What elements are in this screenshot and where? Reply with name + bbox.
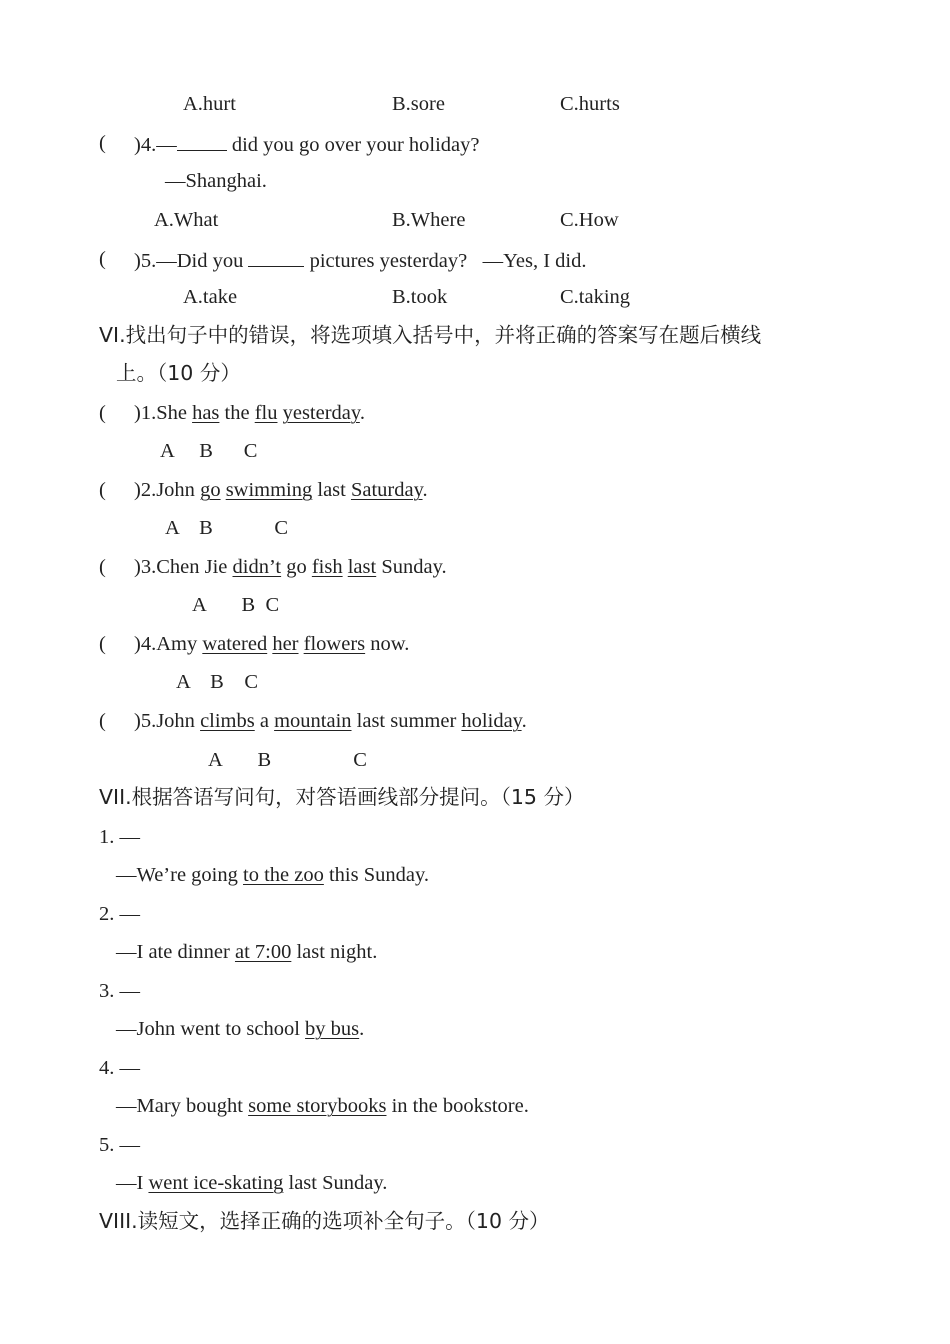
error-sentence-5: )5.John climbs a mountain last summer holiday. bbox=[134, 710, 527, 732]
question-line: 2. — bbox=[99, 903, 140, 925]
question-5: )5.—Did you pictures yesterday? —Yes, I did. bbox=[134, 250, 587, 272]
answer-line: —We’re going to the zoo this Sunday. bbox=[116, 864, 430, 886]
option-b: B.took bbox=[392, 286, 448, 308]
section-heading-cont: 上。（10 分） bbox=[116, 361, 241, 385]
section-heading: VIII.读短文，选择正确的选项补全句子。（10 分） bbox=[99, 1209, 550, 1233]
question-line: 1. — bbox=[99, 826, 140, 848]
option-b: B.Where bbox=[392, 209, 466, 231]
answer-blank bbox=[177, 133, 227, 151]
option-b: B.sore bbox=[392, 93, 445, 115]
question-paren: ( bbox=[99, 556, 106, 578]
section-heading: VII.根据答语写问句，对答语画线部分提问。（15 分） bbox=[99, 785, 585, 809]
error-sentence-2: )2.John go swimming last Saturday. bbox=[134, 479, 428, 501]
choice-labels: A B C bbox=[176, 671, 259, 693]
answer-line: —John went to school by bus. bbox=[116, 1018, 365, 1040]
choice-labels: A B C bbox=[208, 749, 367, 771]
choice-labels: A B C bbox=[165, 517, 289, 539]
question-paren: ( bbox=[99, 710, 106, 732]
question-4: )4.— did you go over your holiday? bbox=[134, 134, 480, 156]
option-a: A.hurt bbox=[183, 93, 236, 115]
section-heading: VI.找出句子中的错误，将选项填入括号中，并将正确的答案写在题后横线 bbox=[99, 323, 762, 347]
option-c: C.How bbox=[560, 209, 619, 231]
question-line: 3. — bbox=[99, 980, 140, 1002]
error-sentence-1: )1.She has the flu yesterday. bbox=[134, 402, 365, 424]
question-paren: ( bbox=[99, 248, 106, 270]
answer-line: —Mary bought some storybooks in the bookstore. bbox=[116, 1095, 529, 1117]
question-4-answer: —Shanghai. bbox=[165, 170, 267, 192]
error-sentence-3: )3.Chen Jie didn’t go fish last Sunday. bbox=[134, 556, 447, 578]
option-c: C.taking bbox=[560, 286, 631, 308]
question-paren: ( bbox=[99, 402, 106, 424]
question-paren: ( bbox=[99, 633, 106, 655]
question-paren: ( bbox=[99, 132, 106, 154]
choice-labels: A B C bbox=[192, 594, 280, 616]
error-sentence-4: )4.Amy watered her flowers now. bbox=[134, 633, 410, 655]
question-line: 5. — bbox=[99, 1134, 140, 1156]
choice-labels: A B C bbox=[160, 440, 258, 462]
question-line: 4. — bbox=[99, 1057, 140, 1079]
option-a: A.take bbox=[183, 286, 238, 308]
answer-line: —I ate dinner at 7:00 last night. bbox=[116, 941, 378, 963]
question-paren: ( bbox=[99, 479, 106, 501]
option-a: A.What bbox=[154, 209, 219, 231]
answer-line: —I went ice-skating last Sunday. bbox=[116, 1172, 388, 1194]
option-c: C.hurts bbox=[560, 93, 620, 115]
answer-blank bbox=[248, 249, 304, 267]
